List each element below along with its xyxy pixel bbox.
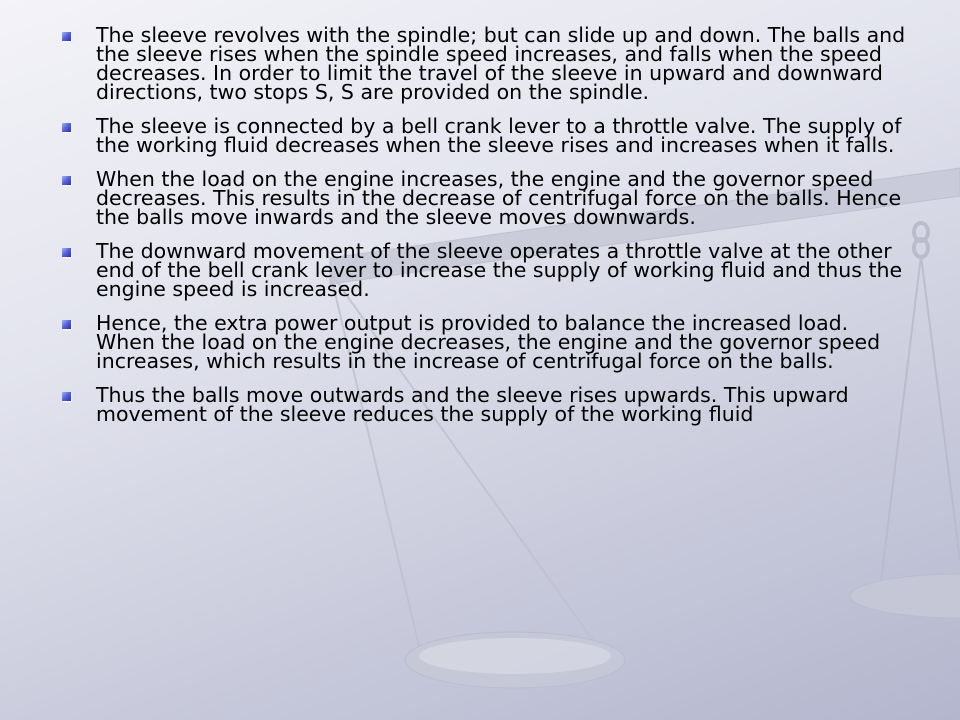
bullet-item [60,311,910,373]
bullet-item [60,23,910,104]
bullet-text: Hence, the extra power output is provided to balance the increased load. When the load on the engine decreases, the engine and the governor speed increases, which results in the increase of centrifugal force on the balls. [96,311,881,373]
bullet-item [60,383,910,426]
bullet-square-icon [62,32,71,41]
bullet-text: The sleeve revolves with the spindle; but can slide up and down. The balls and the sleeve rises when the spindle speed increases, and falls when the speed decreases. In order to limit the travel of the sleeve in upward and downward directions, two stops S, S are provided on the spindle. [96,23,906,104]
bullet-item [60,114,910,157]
bullet-text: Thus the balls move outwards and the sleeve rises upwards. This upward movement of the sleeve reduces the supply of the working fluid [96,383,849,426]
bullet-square-icon [62,392,71,401]
bullet-square-icon [62,320,71,329]
bullet-square-icon [62,176,71,185]
bullet-item [60,167,910,229]
bullet-square-icon [62,248,71,257]
bullet-text: The sleeve is connected by a bell crank lever to a throttle valve. The supply of the working fluid decreases when the sleeve rises and increases when it falls. [96,114,902,157]
bullet-item [60,239,910,301]
bullet-text: When the load on the engine increases, the engine and the governor speed decreases. This results in the decrease of centrifugal force on the balls. Hence the balls move inwards and the sleeve moves downwards. [96,167,902,229]
bullet-list [60,23,910,439]
bullet-text: The downward movement of the sleeve operates a throttle valve at the other end of the bell crank lever to increase the supply of working fluid and thus the engine speed is increased. [96,239,903,301]
bullet-square-icon [62,123,71,132]
